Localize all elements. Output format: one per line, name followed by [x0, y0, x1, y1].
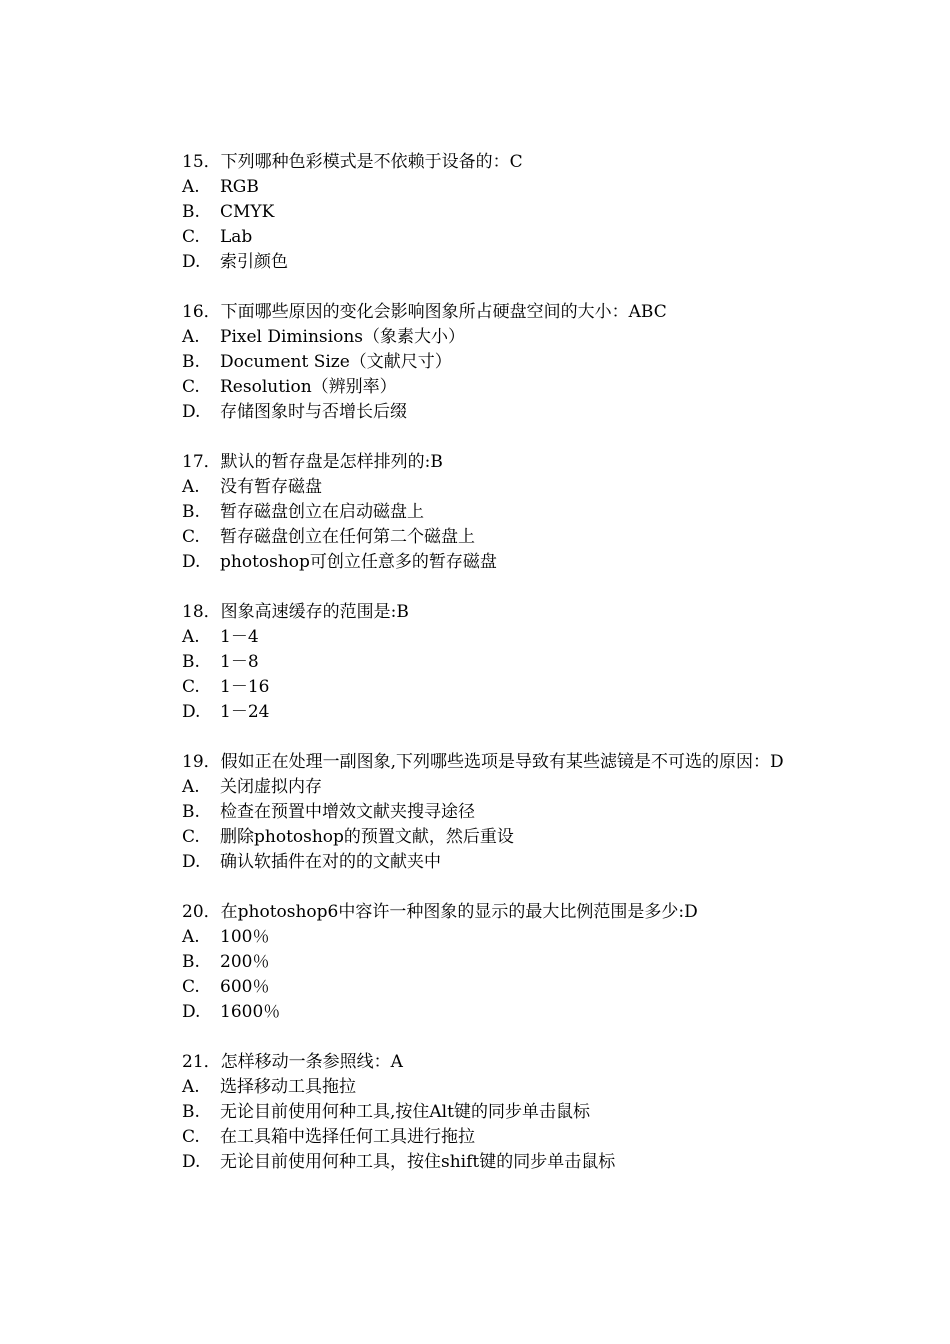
option-text: 暂存磁盘创立在启动磁盘上 [220, 502, 424, 522]
option-c [145, 825, 825, 850]
option-text: RGB [220, 177, 259, 197]
option-d [145, 400, 825, 425]
option-text: Resolution（辨别率） [220, 377, 397, 397]
option-text: 1－4 [220, 627, 259, 647]
option-letter: C. [182, 827, 200, 847]
option-text: CMYK [220, 202, 275, 222]
option-text: Document Size（文献尺寸） [220, 352, 452, 372]
option-letter: C. [182, 977, 200, 997]
question-stem: 21．怎样移动一条参照线：A [182, 1052, 403, 1072]
option-a [145, 775, 825, 800]
option-b [145, 800, 825, 825]
option-letter: A. [182, 1077, 200, 1097]
question-15 [145, 150, 825, 275]
option-letter: D. [182, 552, 201, 572]
option-letter: D. [182, 852, 201, 872]
question-19 [145, 750, 825, 875]
option-letter: D. [182, 702, 201, 722]
question-stem: 15．下列哪种色彩模式是不依赖于设备的：C [182, 152, 523, 172]
option-text: 存储图象时与否增长后缀 [220, 402, 407, 422]
option-d [145, 1150, 825, 1175]
question-stem: 16．下面哪些原因的变化会影响图象所占硬盘空间的大小：ABC [182, 302, 667, 322]
option-text: 在工具箱中选择任何工具进行拖拉 [220, 1127, 475, 1147]
option-text: 检查在预置中增效文献夹搜寻途径 [220, 802, 475, 822]
option-text: 1－16 [220, 677, 270, 697]
option-b [145, 200, 825, 225]
option-letter: D. [182, 402, 201, 422]
option-text: 无论目前使用何种工具，按住shift键的同步单击鼠标 [220, 1152, 616, 1172]
option-letter: A. [182, 777, 200, 797]
option-b [145, 650, 825, 675]
option-text: 1－8 [220, 652, 259, 672]
option-text: 暂存磁盘创立在任何第二个磁盘上 [220, 527, 475, 547]
option-letter: B. [182, 952, 200, 972]
question-list [145, 150, 825, 1200]
option-letter: A. [182, 477, 200, 497]
option-letter: A. [182, 627, 200, 647]
option-letter: C. [182, 527, 200, 547]
option-letter: B. [182, 802, 200, 822]
question-16 [145, 300, 825, 425]
question-21 [145, 1050, 825, 1175]
option-d [145, 1000, 825, 1025]
option-letter: B. [182, 652, 200, 672]
option-letter: D. [182, 1152, 201, 1172]
question-18 [145, 600, 825, 725]
option-letter: A. [182, 327, 200, 347]
option-letter: A. [182, 177, 200, 197]
option-b [145, 350, 825, 375]
option-a [145, 625, 825, 650]
option-letter: C. [182, 377, 200, 397]
option-text: 删除photoshop的预置文献，然后重设 [220, 827, 514, 847]
option-c [145, 525, 825, 550]
question-20 [145, 900, 825, 1025]
option-d [145, 850, 825, 875]
option-a [145, 175, 825, 200]
option-d [145, 550, 825, 575]
option-letter: C. [182, 677, 200, 697]
option-text: Pixel Diminsions（象素大小） [220, 327, 466, 347]
option-d [145, 700, 825, 725]
option-c [145, 675, 825, 700]
option-letter: C. [182, 1127, 200, 1147]
option-text: 100％ [220, 927, 270, 947]
option-letter: D. [182, 1002, 201, 1022]
option-text: 600％ [220, 977, 270, 997]
option-letter: C. [182, 227, 200, 247]
question-stem: 20．在photoshop6中容许一种图象的显示的最大比例范围是多少:D [182, 902, 698, 922]
option-b [145, 1100, 825, 1125]
option-text: 无论目前使用何种工具,按住Alt键的同步单击鼠标 [220, 1102, 590, 1122]
option-letter: B. [182, 502, 200, 522]
option-text: 选择移动工具拖拉 [220, 1077, 356, 1097]
question-stem: 18．图象高速缓存的范围是:B [182, 602, 409, 622]
option-a [145, 325, 825, 350]
option-text: 没有暂存磁盘 [220, 477, 322, 497]
option-text: 1－24 [220, 702, 270, 722]
option-a [145, 925, 825, 950]
option-a [145, 1075, 825, 1100]
option-text: 索引颜色 [220, 252, 288, 272]
option-text: 200％ [220, 952, 270, 972]
option-b [145, 500, 825, 525]
option-c [145, 1125, 825, 1150]
option-text: photoshop可创立任意多的暂存磁盘 [220, 552, 497, 572]
option-letter: B. [182, 202, 200, 222]
option-d [145, 250, 825, 275]
option-letter: B. [182, 352, 200, 372]
question-17 [145, 450, 825, 575]
option-text: Lab [220, 227, 253, 247]
option-text: 确认软插件在对的的文献夹中 [220, 852, 441, 872]
option-b [145, 950, 825, 975]
option-c [145, 975, 825, 1000]
question-stem: 19．假如正在处理一副图象,下列哪些选项是导致有某些滤镜是不可选的原因：D [182, 752, 784, 772]
option-text: 1600％ [220, 1002, 281, 1022]
option-letter: B. [182, 1102, 200, 1122]
question-stem: 17．默认的暂存盘是怎样排列的:B [182, 452, 443, 472]
option-text: 关闭虚拟内存 [220, 777, 322, 797]
option-c [145, 375, 825, 400]
option-a [145, 475, 825, 500]
option-letter: D. [182, 252, 201, 272]
option-letter: A. [182, 927, 200, 947]
option-c [145, 225, 825, 250]
